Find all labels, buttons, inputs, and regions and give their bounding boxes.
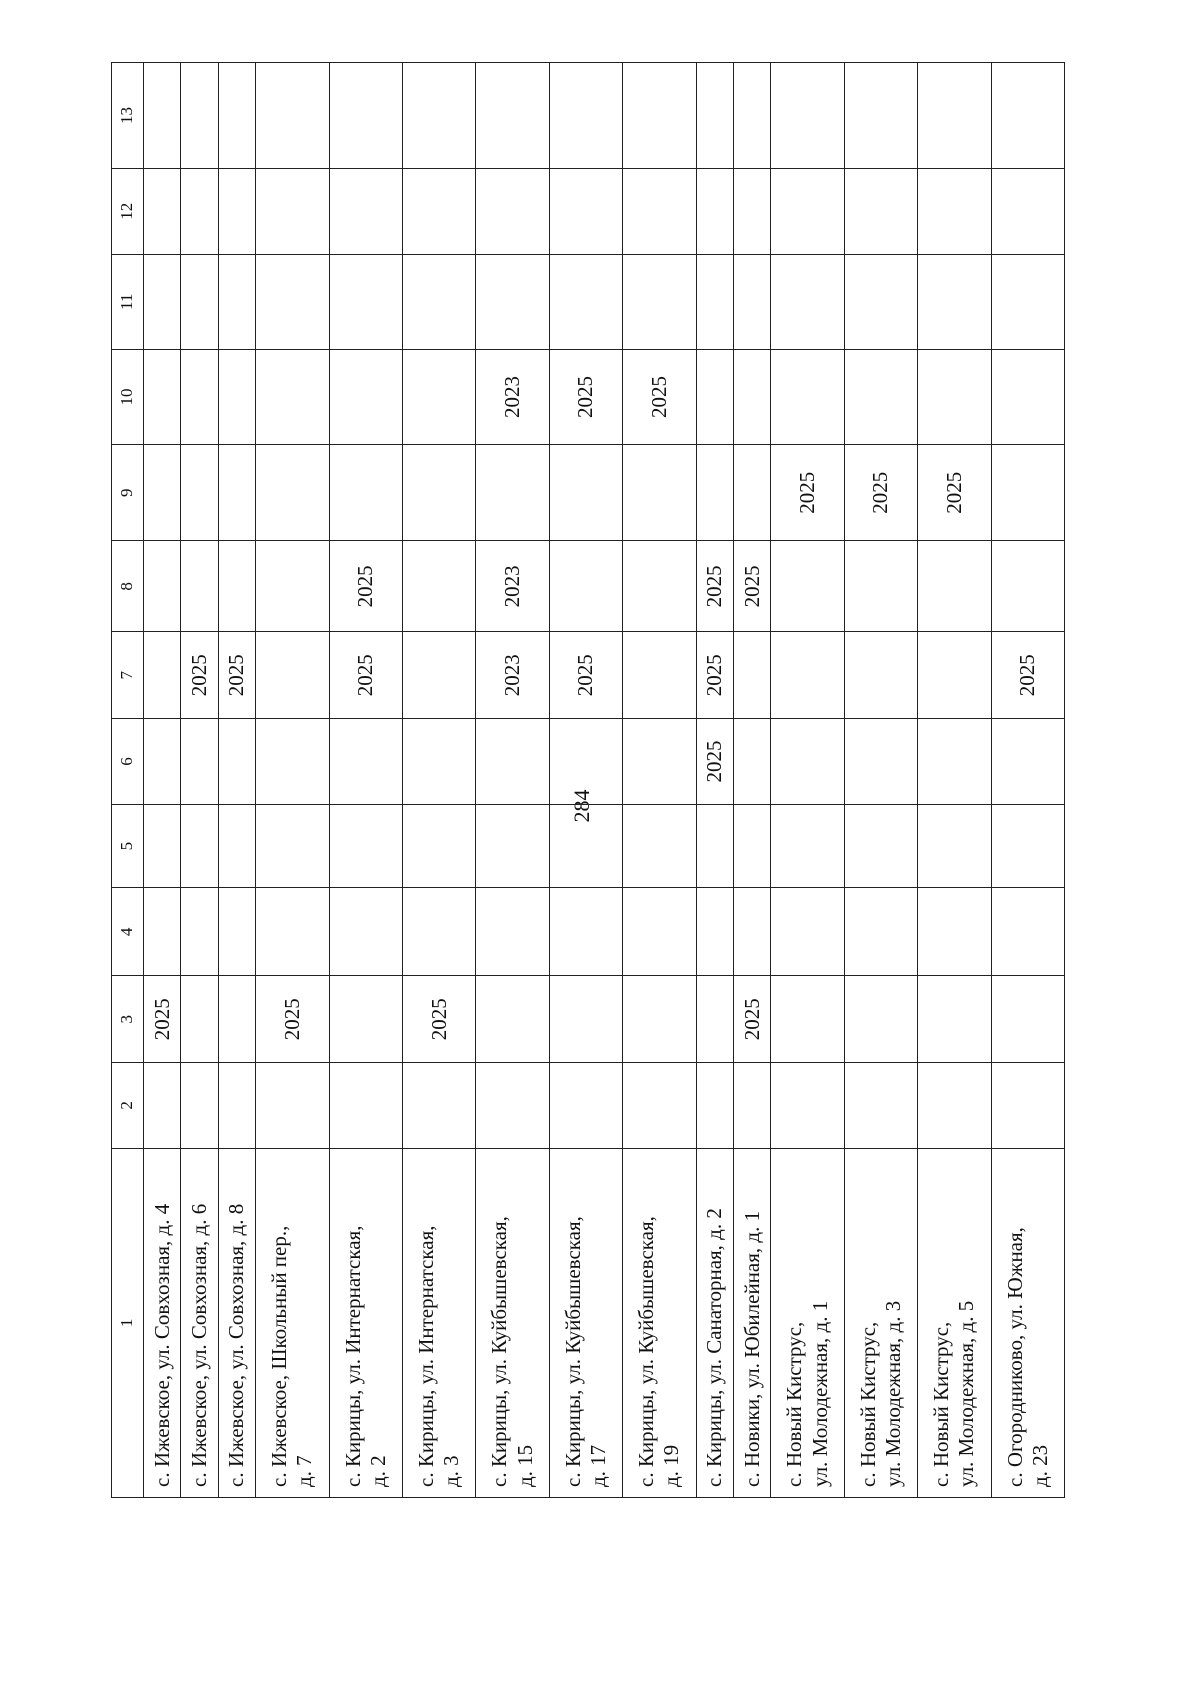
table-row [256,63,329,1498]
year-cell-col-12 [256,168,329,254]
year-cell-col-6 [991,719,1064,805]
year-cell-col-13 [991,63,1064,169]
year-cell-col-11 [256,254,329,349]
year-cell-col-11 [144,254,181,349]
address-line: д. 15 [512,1444,537,1487]
address-line: д. 17 [585,1444,610,1487]
year-cell-col-9: 2025 [918,445,991,541]
year-cell-col-4 [991,888,1064,976]
year-cell-col-4 [144,888,181,976]
year-cell-col-7: 2025 [549,632,622,719]
year-cell-col-8: 2025 [696,541,733,632]
page-number: 284 [569,789,594,823]
year-cell-col-3 [218,976,255,1063]
year-cell-col-4 [918,888,991,976]
year-cell-col-5 [623,804,696,888]
year-cell-col-2 [623,1063,696,1149]
year-cell-col-4 [403,888,476,976]
table-row [181,63,218,1498]
year-cell-col-9 [476,445,549,541]
year-cell-col-8: 2023 [476,541,549,632]
year-cell-col-7 [403,632,476,719]
year-cell-col-6 [549,719,622,805]
year-cell-col-10 [771,349,844,444]
address-cell [623,1148,696,1497]
year-cell-col-6: 2025 [696,719,733,805]
year-cell-col-7: 2025 [181,632,218,719]
year-cell-col-12 [181,168,218,254]
address-line: ул. Молодежная, д. 5 [954,1300,979,1487]
address-line: с. Кирицы, ул. Куйбышевская, [487,1216,512,1487]
year-cell-col-13 [733,63,770,169]
year-cell-col-6 [844,719,917,805]
year-cell-col-3: 2025 [256,976,329,1063]
address-line: с. Ижевское, ул. Совхозная, д. 8 [224,1203,249,1487]
year-cell-col-13 [144,63,181,169]
year-cell-col-9 [256,445,329,541]
year-cell-col-12 [403,168,476,254]
year-cell-col-10 [329,349,402,444]
year-cell-col-9 [403,445,476,541]
year-cell-col-11 [181,254,218,349]
year-cell-col-4 [844,888,917,976]
column-number-8: 8 [112,541,144,632]
table-row [218,63,255,1498]
column-number-1: 1 [112,1148,144,1497]
year-cell-col-7: 2025 [991,632,1064,719]
year-cell-col-3 [181,976,218,1063]
address-cell [476,1148,549,1497]
year-cell-col-3 [696,976,733,1063]
year-cell-col-13 [771,63,844,169]
year-cell-col-9 [991,445,1064,541]
year-cell-col-10 [844,349,917,444]
year-cell-col-2 [144,1063,181,1149]
address-line: д. 7 [292,1455,317,1487]
year-cell-col-4 [771,888,844,976]
address-cell [181,1148,218,1497]
year-cell-col-4 [623,888,696,976]
column-number-row [112,63,144,1498]
table-container [111,62,1065,1498]
column-number-3: 3 [112,976,144,1063]
year-cell-col-8 [623,541,696,632]
year-cell-col-9: 2025 [844,445,917,541]
year-cell-col-7 [623,632,696,719]
year-cell-col-8: 2025 [329,541,402,632]
year-cell-col-5 [476,804,549,888]
year-cell-col-9 [696,445,733,541]
column-number-4: 4 [112,888,144,976]
year-cell-col-8 [181,541,218,632]
year-cell-col-6 [733,719,770,805]
year-cell-col-5 [403,804,476,888]
year-cell-col-5 [218,804,255,888]
year-cell-col-5 [918,804,991,888]
column-number-2: 2 [112,1063,144,1149]
year-cell-col-2 [918,1063,991,1149]
address-line: с. Новый Киструс, [929,1321,954,1487]
column-number-11: 11 [112,254,144,349]
year-cell-col-10: 2025 [623,349,696,444]
table-row [918,63,991,1498]
address-line: с. Новый Киструс, [782,1321,807,1487]
year-cell-col-5 [549,804,622,888]
address-cell [771,1148,844,1497]
year-cell-col-3 [549,976,622,1063]
address-line: д. 2 [365,1455,390,1487]
year-cell-col-5 [181,804,218,888]
address-line: с. Кирицы, ул. Санаторная, д. 2 [702,1208,727,1487]
year-cell-col-10 [181,349,218,444]
year-cell-col-12 [696,168,733,254]
year-cell-col-11 [329,254,402,349]
year-cell-col-10 [696,349,733,444]
year-cell-col-3 [844,976,917,1063]
year-cell-col-11 [623,254,696,349]
year-cell-col-11 [403,254,476,349]
year-cell-col-13 [218,63,255,169]
year-cell-col-13 [476,63,549,169]
address-cell [218,1148,255,1497]
year-cell-col-11 [771,254,844,349]
table-row [623,63,696,1498]
year-cell-col-3 [991,976,1064,1063]
year-cell-col-5 [256,804,329,888]
year-cell-col-9: 2025 [771,445,844,541]
year-cell-col-13 [181,63,218,169]
address-cell [144,1148,181,1497]
table-row [844,63,917,1498]
year-cell-col-11 [218,254,255,349]
year-cell-col-7 [144,632,181,719]
year-cell-col-7 [733,632,770,719]
year-cell-col-4 [218,888,255,976]
year-cell-col-2 [733,1063,770,1149]
year-cell-col-6 [256,719,329,805]
year-cell-col-7: 2023 [476,632,549,719]
year-cell-col-6 [771,719,844,805]
table-row [696,63,733,1498]
year-cell-col-3 [918,976,991,1063]
address-cell [696,1148,733,1497]
table-row [329,63,402,1498]
column-number-5: 5 [112,804,144,888]
address-line: с. Кирицы, ул. Интернатская, [414,1225,438,1487]
year-cell-col-4 [181,888,218,976]
year-cell-col-2 [549,1063,622,1149]
year-cell-col-2 [696,1063,733,1149]
year-cell-col-13 [256,63,329,169]
year-cell-col-11 [733,254,770,349]
year-cell-col-2 [771,1063,844,1149]
address-line: с. Кирицы, ул. Куйбышевская, [560,1216,585,1487]
year-cell-col-8 [918,541,991,632]
year-cell-col-7: 2025 [696,632,733,719]
year-cell-col-10 [256,349,329,444]
year-cell-col-9 [733,445,770,541]
year-cell-col-8 [144,541,181,632]
year-cell-col-9 [218,445,255,541]
year-cell-col-5 [329,804,402,888]
year-cell-col-8 [771,541,844,632]
column-number-12: 12 [112,168,144,254]
address-line: с. Кирицы, ул. Интернатская, [340,1225,365,1487]
rotated-table-frame [111,62,1065,1498]
year-cell-col-7 [256,632,329,719]
address-cell [733,1148,770,1497]
year-cell-col-10 [733,349,770,444]
address-line: д. 3 [439,1455,464,1487]
table-row [771,63,844,1498]
year-cell-col-10 [144,349,181,444]
year-cell-col-7: 2025 [329,632,402,719]
year-cell-col-6 [403,719,476,805]
table-body [144,63,1065,1498]
year-cell-col-2 [218,1063,255,1149]
year-cell-col-2 [329,1063,402,1149]
year-cell-col-3: 2025 [144,976,181,1063]
year-cell-col-13 [844,63,917,169]
address-cell [549,1148,622,1497]
year-cell-col-7 [771,632,844,719]
schedule-table [111,62,1065,1498]
table-row [476,63,549,1498]
year-cell-col-6 [476,719,549,805]
year-cell-col-13 [696,63,733,169]
year-cell-col-9 [623,445,696,541]
year-cell-col-10 [918,349,991,444]
address-line: с. Кирицы, ул. Куйбышевская, [634,1216,659,1487]
year-cell-col-12 [918,168,991,254]
year-cell-col-13 [918,63,991,169]
year-cell-col-9 [144,445,181,541]
year-cell-col-13 [403,63,476,169]
table-row [403,63,476,1498]
column-number-6: 6 [112,719,144,805]
year-cell-col-12 [549,168,622,254]
year-cell-col-8 [256,541,329,632]
year-cell-col-5 [696,804,733,888]
year-cell-col-12 [991,168,1064,254]
year-cell-col-8 [549,541,622,632]
year-cell-col-6 [144,719,181,805]
year-cell-col-2 [991,1063,1064,1149]
year-cell-col-5 [844,804,917,888]
year-cell-col-2 [181,1063,218,1149]
year-cell-col-7 [918,632,991,719]
year-cell-col-6 [181,719,218,805]
year-cell-col-13 [623,63,696,169]
address-line: с. Огородниково, ул. Южная, [1002,1227,1027,1487]
year-cell-col-11 [696,254,733,349]
address-line: с. Ижевское, ул. Совхозная, д. 4 [149,1203,174,1487]
address-line: с. Ижевское, ул. Совхозная, д. 6 [187,1203,212,1487]
year-cell-col-11 [844,254,917,349]
column-number-9: 9 [112,445,144,541]
year-cell-col-5 [733,804,770,888]
year-cell-col-8 [844,541,917,632]
address-line: с. Новики, ул. Юбилейная, д. 1 [739,1210,764,1487]
year-cell-col-6 [218,719,255,805]
address-line: ул. Молодежная, д. 1 [807,1300,832,1487]
year-cell-col-6 [918,719,991,805]
year-cell-col-8: 2025 [733,541,770,632]
year-cell-col-9 [549,445,622,541]
address-line: с. Новый Киструс, [855,1321,880,1487]
year-cell-col-11 [918,254,991,349]
year-cell-col-4 [733,888,770,976]
year-cell-col-4 [549,888,622,976]
year-cell-col-12 [844,168,917,254]
year-cell-col-10: 2025 [549,349,622,444]
year-cell-col-3 [476,976,549,1063]
year-cell-col-6 [329,719,402,805]
year-cell-col-2 [256,1063,329,1149]
address-cell [918,1148,991,1497]
year-cell-col-7 [844,632,917,719]
address-line: д. 23 [1027,1444,1052,1487]
year-cell-col-3: 2025 [403,976,476,1063]
year-cell-col-8 [403,541,476,632]
address-line: д. 19 [659,1444,684,1487]
year-cell-col-6 [623,719,696,805]
year-cell-col-3 [623,976,696,1063]
year-cell-col-12 [476,168,549,254]
year-cell-col-10 [991,349,1064,444]
year-cell-col-2 [844,1063,917,1149]
year-cell-col-12 [771,168,844,254]
address-line: с. Ижевское, Школьный пер., [267,1225,292,1487]
year-cell-col-3 [771,976,844,1063]
year-cell-col-5 [771,804,844,888]
year-cell-col-2 [403,1063,476,1149]
column-number-7: 7 [112,632,144,719]
year-cell-col-7: 2025 [218,632,255,719]
table-row [144,63,181,1498]
year-cell-col-4 [696,888,733,976]
column-number-13: 13 [112,63,144,169]
address-cell [844,1148,917,1497]
year-cell-col-10 [403,349,476,444]
address-cell [403,1148,476,1497]
year-cell-col-12 [218,168,255,254]
year-cell-col-13 [549,63,622,169]
year-cell-col-12 [623,168,696,254]
address-cell [991,1148,1064,1497]
table-row [733,63,770,1498]
year-cell-col-8 [991,541,1064,632]
year-cell-col-5 [991,804,1064,888]
year-cell-col-5 [144,804,181,888]
year-cell-col-11 [991,254,1064,349]
year-cell-col-12 [144,168,181,254]
year-cell-col-3 [329,976,402,1063]
address-cell [329,1148,402,1497]
year-cell-col-11 [549,254,622,349]
year-cell-col-3: 2025 [733,976,770,1063]
column-number-10: 10 [112,349,144,444]
year-cell-col-4 [256,888,329,976]
year-cell-col-9 [329,445,402,541]
year-cell-col-12 [733,168,770,254]
year-cell-col-4 [476,888,549,976]
table-row [991,63,1064,1498]
address-line: ул. Молодежная, д. 3 [880,1300,905,1487]
address-cell [256,1148,329,1497]
year-cell-col-11 [476,254,549,349]
year-cell-col-10: 2023 [476,349,549,444]
year-cell-col-12 [329,168,402,254]
year-cell-col-2 [476,1063,549,1149]
year-cell-col-8 [218,541,255,632]
year-cell-col-13 [329,63,402,169]
year-cell-col-10 [218,349,255,444]
table-row [549,63,622,1498]
year-cell-col-4 [329,888,402,976]
year-cell-col-9 [181,445,218,541]
